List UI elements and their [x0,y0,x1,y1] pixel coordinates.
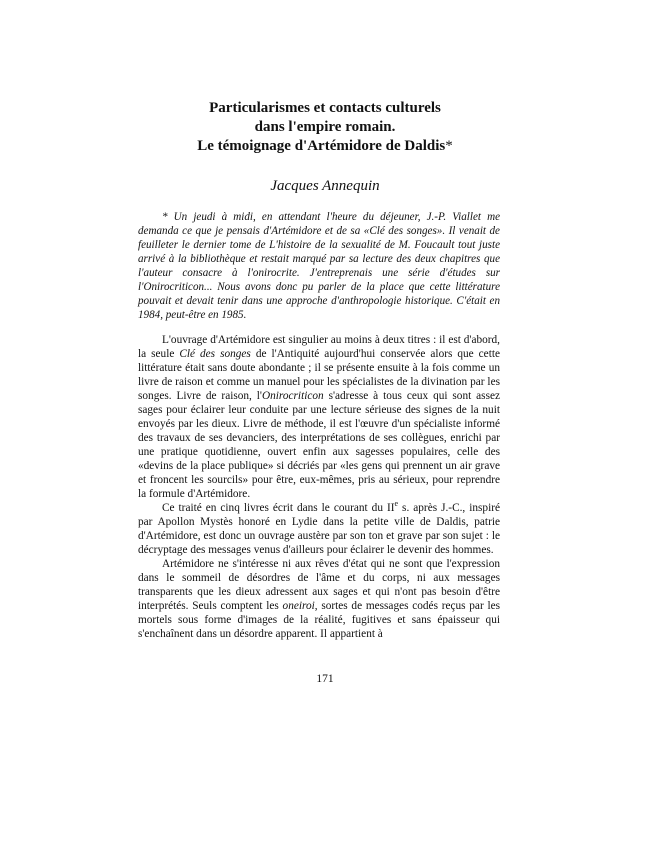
paragraph-3 [138,557,500,641]
title-line-3-text: Le témoignage d'Artémidore de Daldis [197,138,446,154]
paragraph-1-text-a: L'ouvrage d'Artémidore est singulier au moins à deux titres : il est d'abord, la seule [138,334,500,360]
page-number: 171 [316,673,334,685]
book-title-onirocriticon: Onirocriticon [261,390,324,402]
article-body [138,333,500,641]
paragraph-1-text-e: s'adresse à tous ceux qui sont assez sages pour éclairer leur conduite par une lecture sérieuse des signes de la nuit envoyés par les dieux. Livre de méthode, il est l'œuvre d'un spécialiste informé des travaux de ses devanciers, des interprétations de ses collègues, enrichi par une pratique quotidienne, ouvert enfin aux sagesses populaires, celle des «devins de la place publique» si décriés par «les gens qui prennent un air grave et froncent les sourcils» pour être, eux-mêmes, pris au sérieux, pour reprendre la formule d'Artémidore. [138,390,500,500]
title-line-1: Particularismes et contacts culturels [209,100,441,116]
footnote-marker[interactable]: * [445,138,453,154]
paragraph-3-text-a: Artémidore ne s'intéresse ni aux rêves d'état qui ne sont que l'expression dans le sommeil de désordres de l'âme et du corps, ni aux messages transparents que les dieux adressent aux sages et qui n'ont pas besoin d'être interprétés. Seuls comptent les [138,558,500,612]
paragraph-3-text-c: , sortes de messages codés reçus par les mortels sous forme d'images de la réalité, fugitives et sans épaisseur qui s'enchaînent dans un désordre apparent. Il appartient à [138,600,500,640]
title-line-3 [0,137,650,156]
author-name: Jacques Annequin [270,178,380,194]
paragraph-2-text-b: s. après J.-C., inspiré par Apollon Mystès honoré en Lydie dans la petite ville de Daldis, patrie d'Artémidore, est donc un ouvrage austère par son ton et grave par son sujet : le décryptage des messages venus d'ailleurs pour éclairer le devenir des hommes. [138,502,500,556]
century-superscript: e [394,499,399,509]
paragraph-2-text-a: Ce traité en cinq livres écrit dans le courant du II [162,502,395,514]
paragraph-1 [138,333,500,501]
term-oneiroi: oneiroi [282,600,315,612]
footnote-note: * Un jeudi à midi, en attendant l'heure du déjeuner, J.-P. Viallet me demanda ce que je pensais d'Artémidore et de sa «Clé des songes». Il venait de feuilleter le dernier tome de L'histoire de la sexualité de M. Foucault tout juste arrivé à la bibliothèque et restait marqué par sa lecture des deux chapitres que l'auteur consacre à l'onirocrite. J'entreprenais une série d'études sur l'Onirocriticon... Nous avons donc pu parler de la place que cette littérature pouvait et devait tenir dans une approche d'anthropologie historique. C'était en 1984, peut-être en 1985. [138,211,500,321]
paragraph-1-text-c: de l'Antiquité aujourd'hui conservée alors que cette littérature était sans doute abondante ; il se présente ensuite à la fois comme un livre de raison et comme un manuel pour les spécialistes de la divination par les songes. Livre de raison, l' [138,348,500,402]
paragraph-2 [138,501,500,557]
article-title [0,99,650,156]
book-title-cle-des-songes: Clé des songes [179,348,251,360]
title-line-2: dans l'empire romain. [254,119,396,135]
